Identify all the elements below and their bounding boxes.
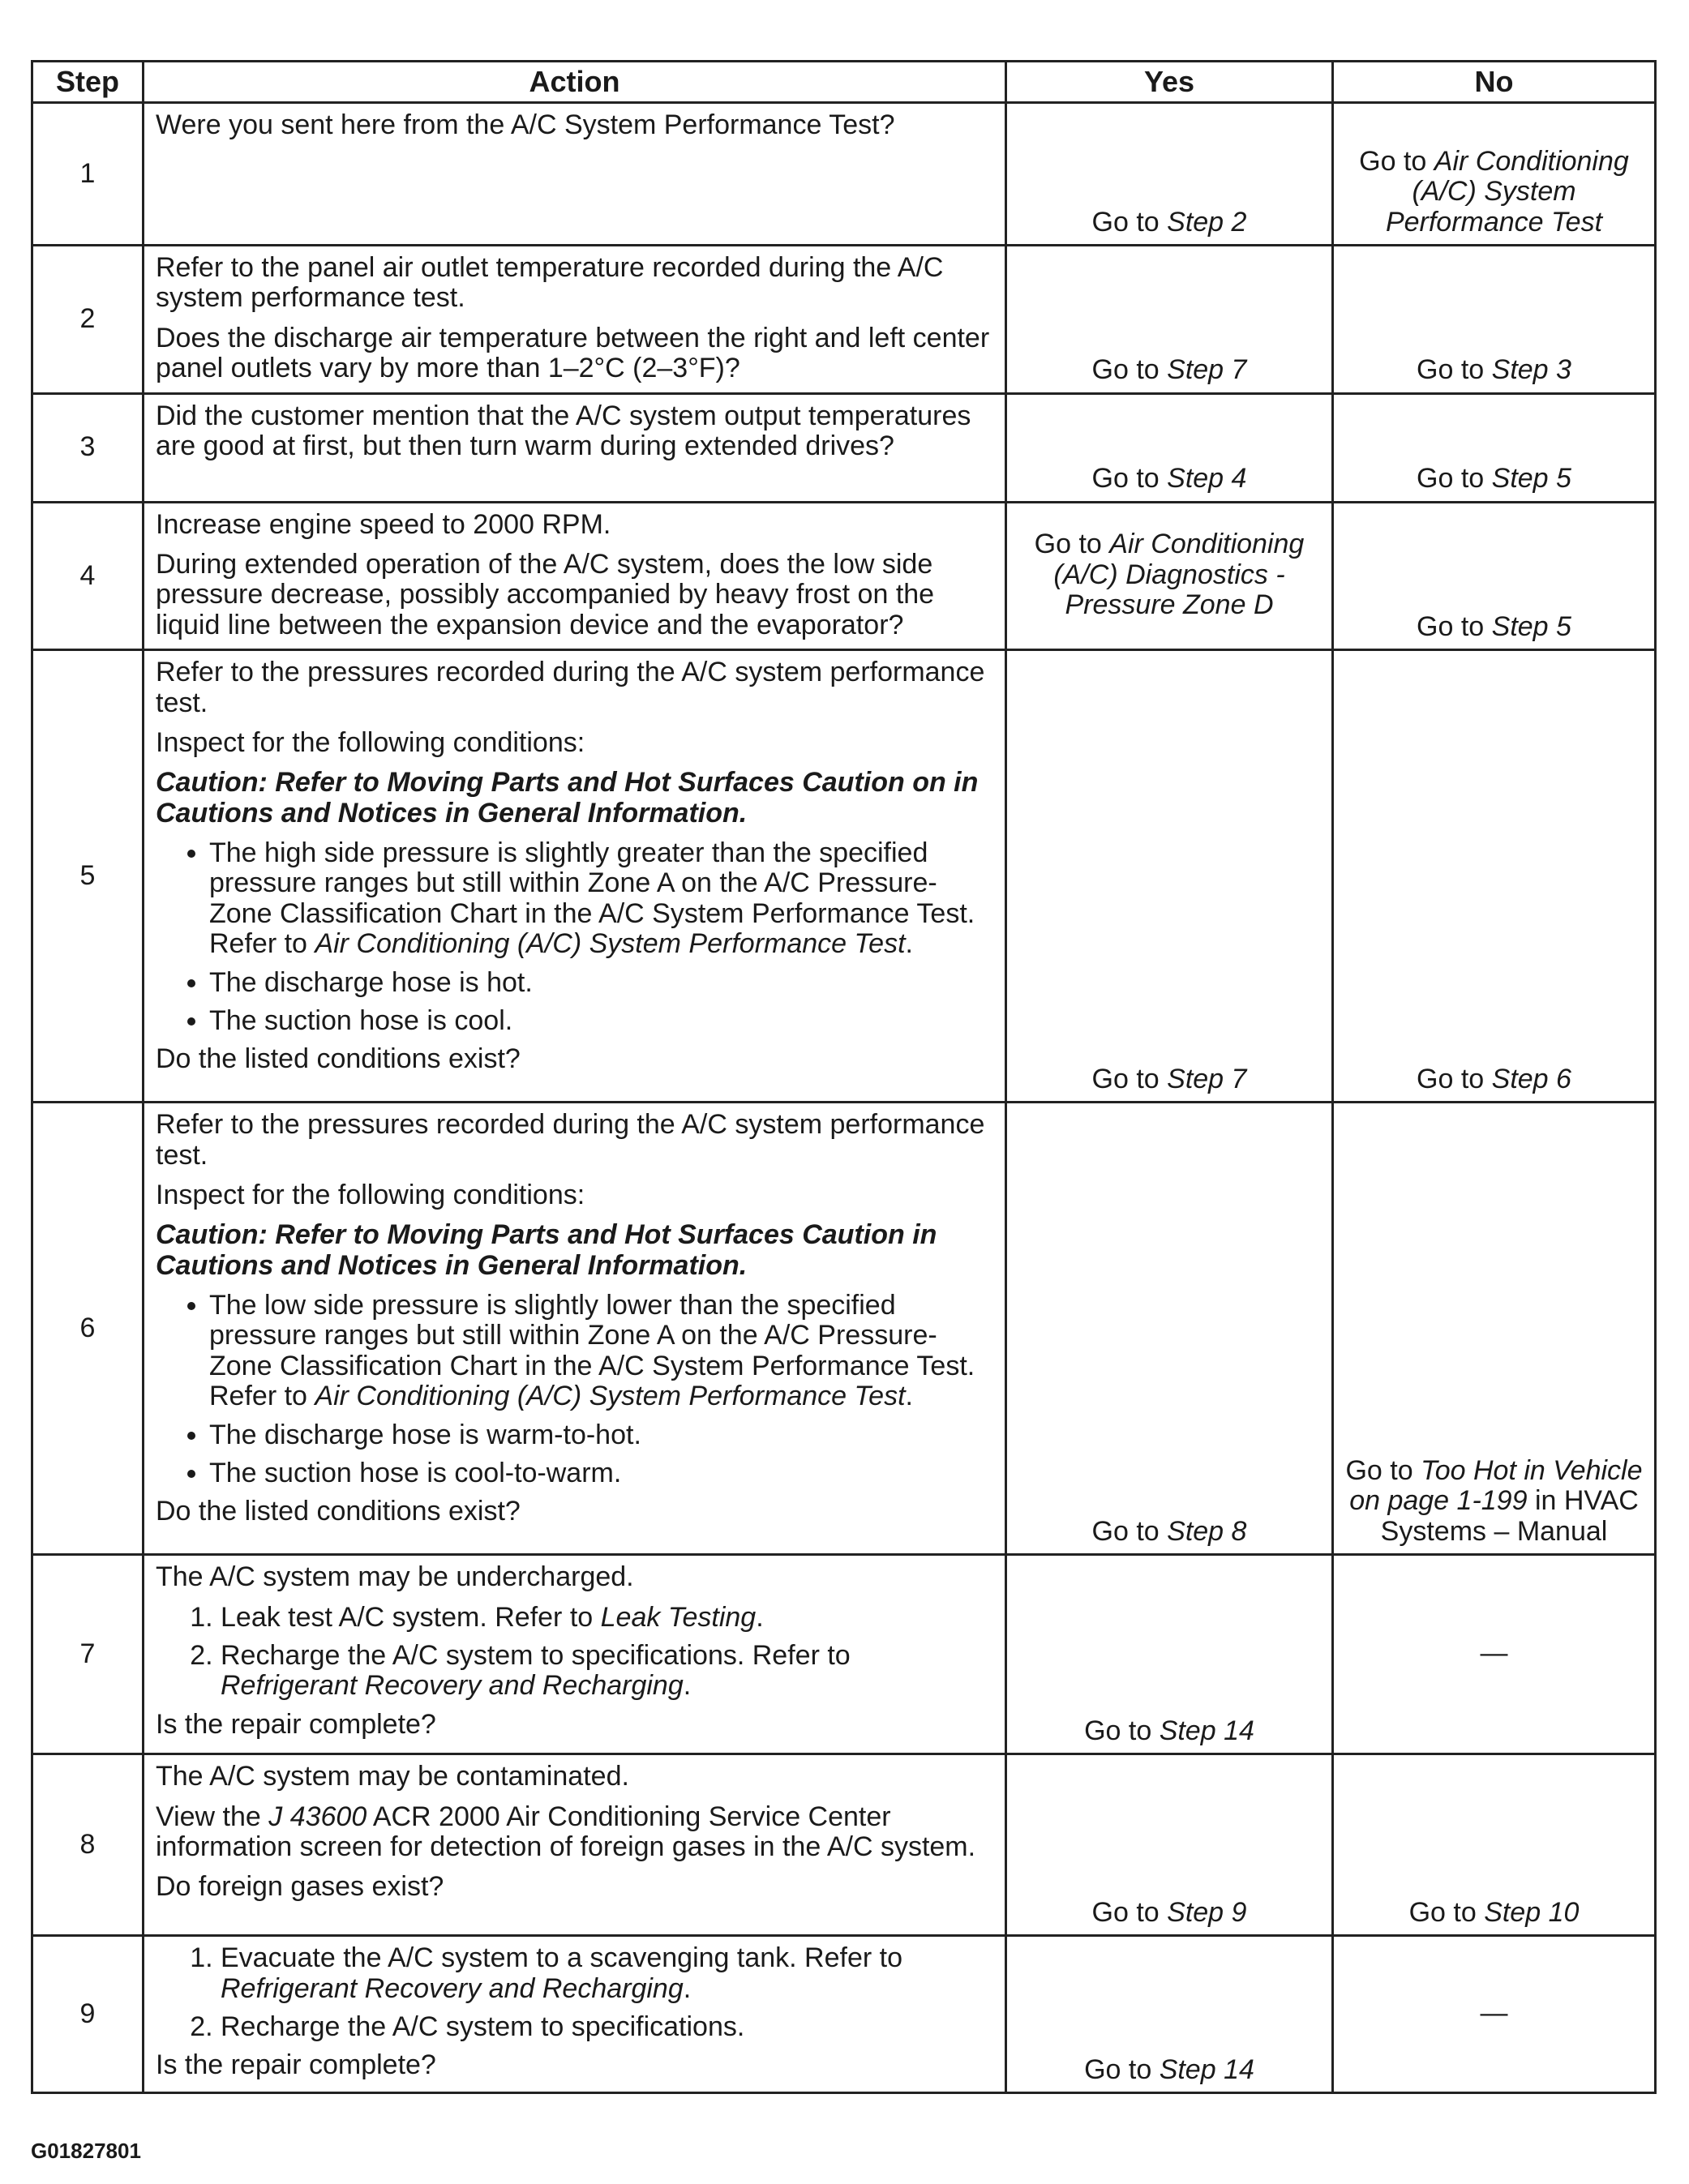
header-step: Step [32, 62, 144, 103]
step-number: 6 [32, 1103, 144, 1555]
yes-cell: Go to Step 2 [1006, 103, 1333, 246]
action-cell [144, 1936, 1006, 2093]
yes-link[interactable]: Step 14 [1159, 1715, 1254, 1746]
no-link[interactable]: Step 6 [1491, 1063, 1571, 1094]
action-cell [144, 1103, 1006, 1555]
no-link[interactable]: Air Conditioning (A/C) System Performance Test [1385, 145, 1629, 238]
reference-link[interactable]: Air Conditioning (A/C) System Performance Test [315, 1381, 906, 1412]
action-text: The A/C system may be undercharged. [156, 1561, 634, 1593]
no-cell: Go to Step 5 [1333, 502, 1656, 650]
list-item: • The low side pressure is slightly lower than the specified pressure ranges but still within Zone A on the A/C Pressure-Zone Classification Chart in the A/C System Performance Test. Refer to Air Conditioning (A/C) System Performance Test. [209, 1291, 993, 1412]
tool-reference: J 43600 [268, 1801, 367, 1832]
list-item: 1. Leak test A/C system. Refer to Leak Testing. [221, 1603, 993, 1633]
action-text: Refer to the pressures recorded during the A/C system performance test. [156, 1109, 985, 1171]
action-text: Did the customer mention that the A/C system output temperatures are good at first, but then turn warm during extended drives? [156, 400, 971, 461]
yes-cell: Go to Step 7 [1006, 650, 1333, 1103]
table-row [32, 650, 1656, 1103]
action-cell [144, 246, 1006, 394]
table-row [32, 502, 1656, 650]
no-cell: Go to Too Hot in Vehicle on page 1-199 in HVAC Systems – Manual [1333, 1103, 1656, 1555]
step-number: 9 [32, 1936, 144, 2093]
caution-note: Caution: Refer to Moving Parts and Hot Surfaces Caution in Cautions and Notices in General Information. [156, 1219, 937, 1281]
action-text: Were you sent here from the A/C System Performance Test? [156, 109, 895, 140]
step-number: 1 [32, 103, 144, 246]
step-number: 3 [32, 393, 144, 502]
yes-link[interactable]: Step 8 [1167, 1515, 1247, 1547]
reference-link[interactable]: Leak Testing [600, 1601, 757, 1633]
action-cell [144, 1555, 1006, 1754]
step-number: 5 [32, 650, 144, 1103]
yes-link[interactable]: Step 7 [1167, 1063, 1247, 1094]
action-question: Do the listed conditions exist? [156, 1043, 521, 1075]
yes-cell: Go to Step 14 [1006, 1936, 1333, 2093]
procedure-list [156, 1943, 993, 2042]
list-item: • The high side pressure is slightly greater than the specified pressure ranges but still within Zone A on the A/C Pressure-Zone Classification Chart in the A/C System Performance Test. Refer to Air Conditioning (A/C) System Performance Test. [209, 838, 993, 960]
action-text: Inspect for the following conditions: [156, 1179, 585, 1210]
reference-link[interactable]: Refrigerant Recovery and Recharging [221, 1670, 684, 1702]
no-cell: — [1333, 1936, 1656, 2093]
caution-note: Caution: Refer to Moving Parts and Hot Surfaces Caution on in Cautions and Notices in General Information. [156, 767, 979, 829]
yes-cell: Go to Step 9 [1006, 1754, 1333, 1936]
action-question: Is the repair complete? [156, 1708, 436, 1740]
step-number: 4 [32, 502, 144, 650]
action-cell [144, 103, 1006, 246]
yes-link[interactable]: Step 7 [1167, 354, 1247, 386]
no-link[interactable]: Step 3 [1491, 354, 1571, 386]
yes-link[interactable]: Step 2 [1167, 206, 1247, 238]
reference-link[interactable]: Air Conditioning (A/C) System Performance Test [315, 928, 906, 960]
yes-cell: Go to Step 7 [1006, 246, 1333, 394]
action-cell [144, 1754, 1006, 1936]
yes-link[interactable]: Step 4 [1167, 463, 1247, 495]
list-item: 2. Recharge the A/C system to specifications. Refer to Refrigerant Recovery and Recharging. [221, 1641, 993, 1702]
table-row [32, 1754, 1656, 1936]
action-question: Is the repair complete? [156, 2049, 436, 2081]
action-cell [144, 393, 1006, 502]
table-row [32, 1936, 1656, 2093]
no-cell: Go to Step 6 [1333, 650, 1656, 1103]
action-text: View the J 43600 ACR 2000 Air Conditioning Service Center information screen for detection of foreign gases in the A/C system. [156, 1801, 976, 1862]
condition-list [156, 1291, 993, 1488]
header-no: No [1333, 62, 1656, 103]
action-cell [144, 502, 1006, 650]
action-text: Refer to the pressures recorded during the A/C system performance test. [156, 657, 985, 718]
action-cell [144, 650, 1006, 1103]
table-row [32, 1555, 1656, 1754]
figure-code: G01827801 [31, 2139, 141, 2163]
action-question: Do the listed conditions exist? [156, 1496, 521, 1527]
yes-link[interactable]: Air Conditioning (A/C) Diagnostics - Pressure Zone D [1053, 529, 1305, 621]
list-item: • The suction hose is cool-to-warm. [209, 1458, 993, 1488]
action-text: Inspect for the following conditions: [156, 726, 585, 758]
action-question: Does the discharge air temperature between the right and left center panel outlets vary by more than 1–2°C (2–3°F)? [156, 322, 990, 384]
header-row [32, 62, 1656, 103]
step-number: 2 [32, 246, 144, 394]
action-text: Refer to the panel air outlet temperature recorded during the A/C system performance test. [156, 252, 944, 314]
yes-link[interactable]: Step 9 [1167, 1896, 1247, 1928]
yes-cell: Go to Step 4 [1006, 393, 1333, 502]
action-text: Increase engine speed to 2000 RPM. [156, 508, 611, 540]
list-item: • The suction hose is cool. [209, 1006, 993, 1036]
table-row [32, 246, 1656, 394]
no-link[interactable]: Step 10 [1484, 1896, 1580, 1928]
header-action: Action [144, 62, 1006, 103]
step-number: 7 [32, 1555, 144, 1754]
table-row [32, 1103, 1656, 1555]
no-cell: — [1333, 1555, 1656, 1754]
no-cell: Go to Step 3 [1333, 246, 1656, 394]
yes-cell: Go to Step 8 [1006, 1103, 1333, 1555]
action-text: The A/C system may be contaminated. [156, 1761, 629, 1792]
no-link[interactable]: Step 5 [1491, 463, 1571, 495]
list-item: • The discharge hose is warm-to-hot. [209, 1420, 993, 1450]
no-link[interactable]: Step 5 [1491, 610, 1571, 642]
yes-cell: Go to Step 14 [1006, 1555, 1333, 1754]
condition-list [156, 838, 993, 1036]
no-cell: Go to Step 10 [1333, 1754, 1656, 1936]
list-item: 1. Evacuate the A/C system to a scavenging tank. Refer to Refrigerant Recovery and Recharging. [221, 1943, 993, 2004]
step-number: 8 [32, 1754, 144, 1936]
reference-link[interactable]: Refrigerant Recovery and Recharging [221, 1972, 684, 2004]
yes-cell: Go to Air Conditioning (A/C) Diagnostics - Pressure Zone D [1006, 502, 1333, 650]
no-cell: Go to Air Conditioning (A/C) System Performance Test [1333, 103, 1656, 246]
action-question: During extended operation of the A/C system, does the low side pressure decrease, possibly accompanied by heavy frost on the liquid line between the expansion device and the evaporator? [156, 548, 935, 640]
yes-link[interactable]: Step 14 [1159, 2053, 1254, 2085]
procedure-list [156, 1603, 993, 1702]
no-link[interactable]: Too Hot in Vehicle on page 1-199 [1349, 1454, 1643, 1517]
action-question: Do foreign gases exist? [156, 1871, 444, 1903]
header-yes: Yes [1006, 62, 1333, 103]
table-row [32, 393, 1656, 502]
table-row [32, 103, 1656, 246]
list-item: • The discharge hose is hot. [209, 968, 993, 998]
list-item: 2. Recharge the A/C system to specifications. [221, 2012, 993, 2042]
no-cell: Go to Step 5 [1333, 393, 1656, 502]
diagnostic-table [31, 60, 1657, 2094]
